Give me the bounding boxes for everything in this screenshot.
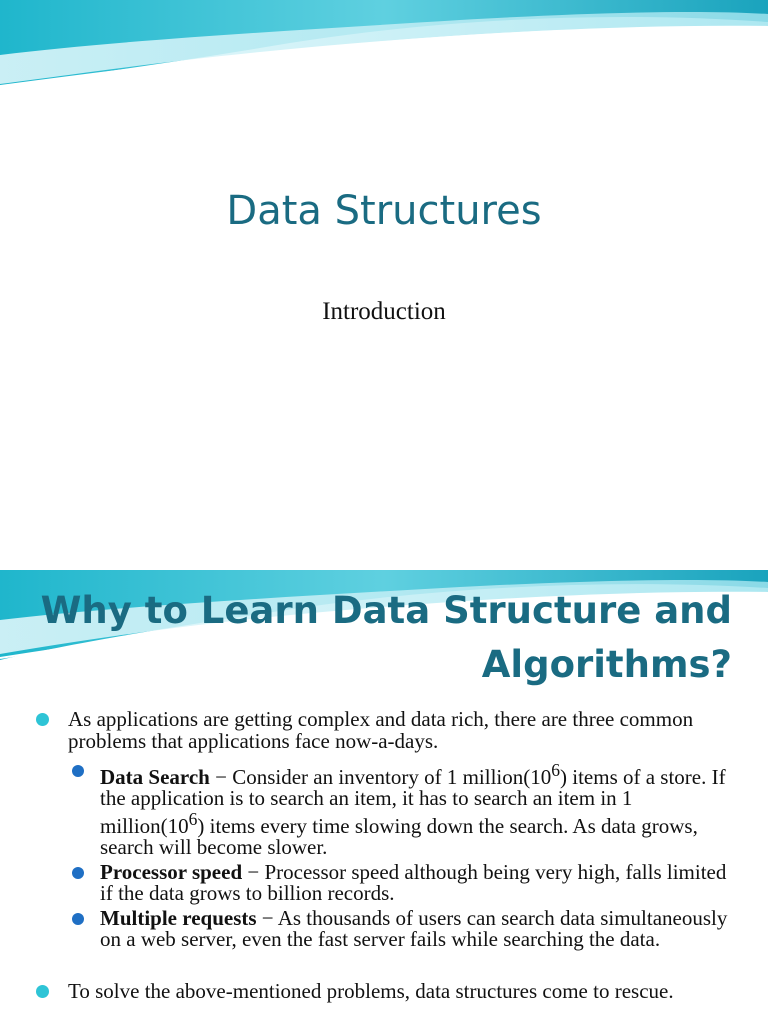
list-item-multiple-requests: [36, 908, 736, 950]
slide-separator: [0, 560, 768, 570]
slide-subtitle: Introduction: [322, 298, 446, 325]
slide-heading-line1: Why to Learn Data Structure and: [40, 589, 732, 632]
list-item-processor-speed: [36, 862, 736, 904]
bullet-dot-icon: [36, 713, 49, 726]
bullet-dot-icon: [36, 985, 49, 998]
slide-title-text: Data Structures: [226, 188, 542, 234]
list-item-conclusion: [36, 980, 736, 1002]
superscript: 6: [551, 760, 560, 780]
bullet-dot-icon: [72, 765, 84, 777]
conclusion-text: To solve the above-mentioned problems, data structures come to rescue.: [68, 979, 674, 1003]
term-label: Processor speed: [100, 860, 243, 884]
superscript: 6: [188, 809, 198, 829]
term-label: Multiple requests: [100, 906, 257, 930]
bullet-list: [36, 708, 736, 1010]
list-item-intro: [36, 708, 736, 752]
item-text: − Consider an inventory of 1 million(10: [209, 765, 552, 789]
item-text: − As thousands of users can search data simultaneously on a web server, even the fast server fails while searching the data.: [100, 906, 728, 951]
bullet-dot-icon: [72, 867, 84, 879]
slide-heading-line2: Algorithms?: [481, 643, 732, 686]
list-item-data-search: [36, 760, 736, 858]
item-text: ) items every time slowing down the search. As data grows, search will become slower.: [100, 814, 698, 859]
item-text: − Processor speed although being very high, falls limited if the data grows to billion records.: [100, 860, 727, 905]
wave-decoration: [0, 0, 768, 110]
term-label: Data Search: [100, 765, 210, 789]
intro-text: As applications are getting complex and data rich, there are three common problems that applications face now-a-days.: [68, 707, 694, 753]
slide-heading: [41, 584, 732, 692]
item-text: ) items of a store. If the application is to search an item, it has to search an item in 1 million(10: [100, 765, 726, 838]
slide-why-learn: [0, 570, 768, 1024]
bullet-dot-icon: [72, 913, 84, 925]
